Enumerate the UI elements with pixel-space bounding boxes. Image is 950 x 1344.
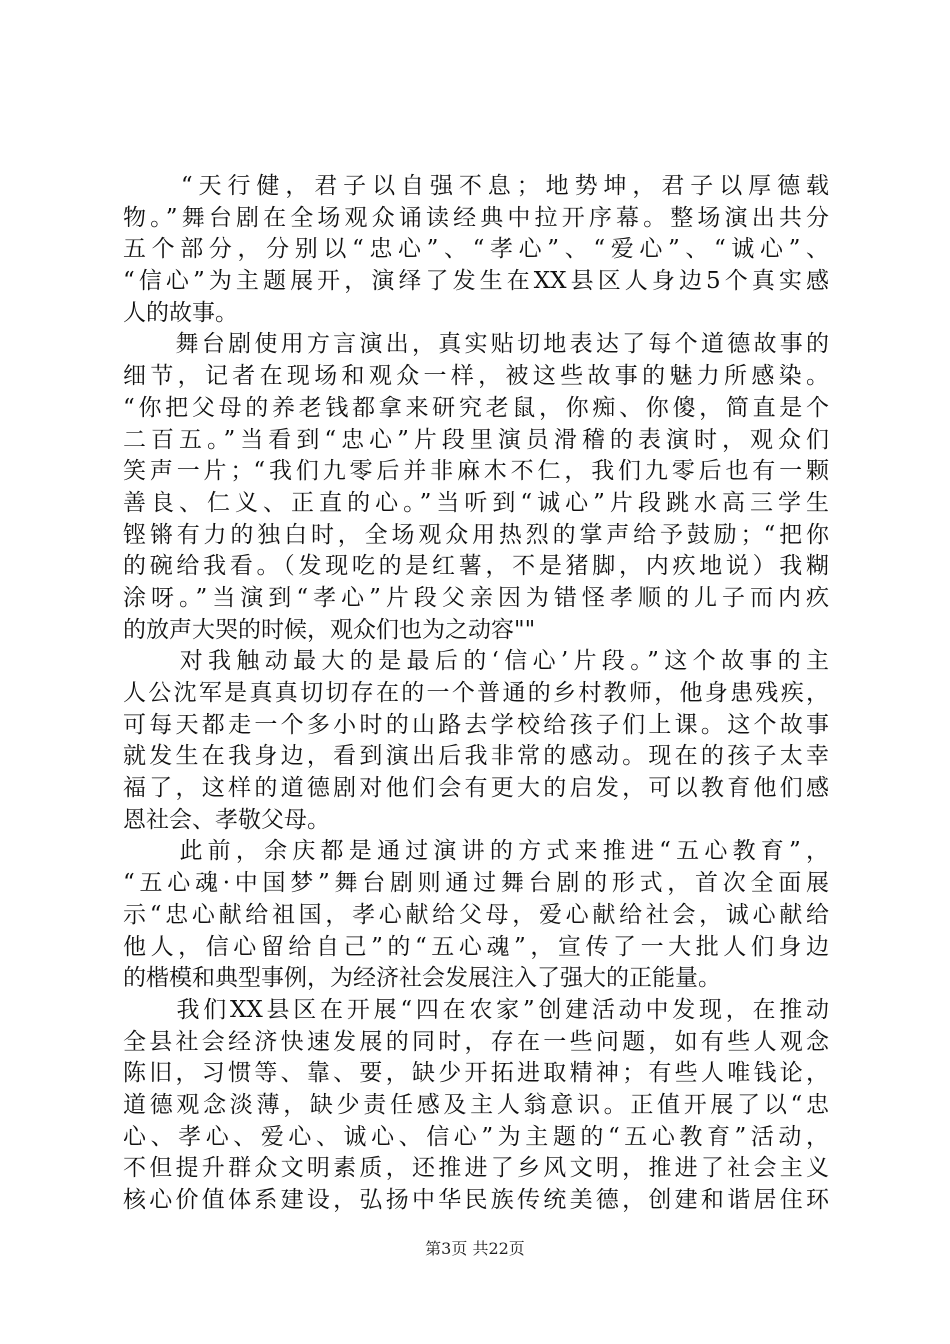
text-line: 心、孝心、爱心、诚心、信心”为主题的“五心教育”活动，	[123, 1123, 829, 1150]
text-line: 道德观念淡薄，缺少责任感及主人翁意识。正值开展了以“忠	[123, 1091, 829, 1118]
text-line: 五个部分，分别以“忠心”、“孝心”、“爱心”、“诚心”、	[123, 236, 829, 263]
text-line: 他人，信心留给自己”的“五心魂”，宣传了一大批人们身边	[123, 933, 829, 960]
text-line: 铿锵有力的独白时，全场观众用热烈的掌声给予鼓励；“把你	[123, 521, 829, 548]
text-line: 人公沈军是真真切切存在的一个普通的乡村教师，他身患残疾，	[123, 680, 829, 706]
text-line: 的放声大哭的时候，观众们也为之动容""	[123, 616, 536, 643]
text-line: 不但提升群众文明素质，还推进了乡风文明，推进了社会主义	[123, 1155, 829, 1182]
text-line: 二百五。”当看到“忠心”片段里演员滑稽的表演时，观众们	[123, 426, 829, 453]
text-line: 陈旧，习惯等、靠、要，缺少开拓进取精神；有些人唯钱论，	[123, 1060, 829, 1087]
text-line: 恩社会、孝敬父母。	[123, 806, 330, 833]
text-line: 对我触动最大的是最后的‘信心’片段。”这个故事的主	[123, 648, 829, 675]
text-line: 人的故事。	[123, 299, 238, 326]
text-line: “你把父母的养老钱都拿来研究老鼠，你痴、你傻，简直是个	[123, 394, 829, 421]
text-line: “五心魂·中国梦”舞台剧则通过舞台剧的形式，首次全面展	[123, 870, 829, 897]
text-line: 核心价值体系建设，弘扬中华民族传统美德，创建和谐居住环	[123, 1187, 829, 1213]
text-line: 涂呀。”当演到“孝心”片段父亲因为错怪孝顺的儿子而内疚	[123, 584, 829, 611]
text-line: 福了，这样的道德剧对他们会有更大的启发，可以教育他们感	[123, 775, 829, 802]
text-line: 的楷模和典型事例，为经济社会发展注入了强大的正能量。	[123, 965, 721, 992]
text-line: 物。”舞台剧在全场观众诵读经典中拉开序幕。整场演出共分	[123, 204, 829, 231]
text-line: 可每天都走一个多小时的山路去学校给孩子们上课。这个故事	[123, 711, 829, 738]
text-line: 笑声一片；“我们九零后并非麻木不仁，我们九零后也有一颗	[123, 458, 829, 485]
document-body	[123, 171, 829, 1217]
text-line: 细节，记者在现场和观众一样，被这些故事的魅力所感染。	[123, 363, 829, 390]
text-line: “信心”为主题展开，演绎了发生在XX县区人身边5个真实感	[123, 268, 829, 295]
text-line: 此前，余庆都是通过演讲的方式来推进“五心教育”，	[123, 838, 829, 865]
text-line: 善良、仁义、正直的心。”当听到“诚心”片段跳水高三学生	[123, 489, 829, 516]
page-number-footer: 第3页 共22页	[425, 1239, 525, 1258]
text-line: 舞台剧使用方言演出，真实贴切地表达了每个道德故事的	[123, 331, 829, 358]
text-line: 全县社会经济快速发展的同时，存在一些问题，如有些人观念	[123, 1028, 829, 1055]
text-line: 就发生在我身边，看到演出后我非常的感动。现在的孩子太幸	[123, 743, 829, 770]
text-line: 示“忠心献给祖国，孝心献给父母，爱心献给社会，诚心献给	[123, 901, 829, 928]
text-line: 的碗给我看。（发现吃的是红薯，不是猪脚，内疚地说）我糊	[123, 553, 829, 580]
text-line: 我们XX县区在开展“四在农家”创建活动中发现，在推动	[123, 996, 829, 1023]
text-line: “天行健，君子以自强不息；地势坤，君子以厚德载	[123, 173, 829, 199]
